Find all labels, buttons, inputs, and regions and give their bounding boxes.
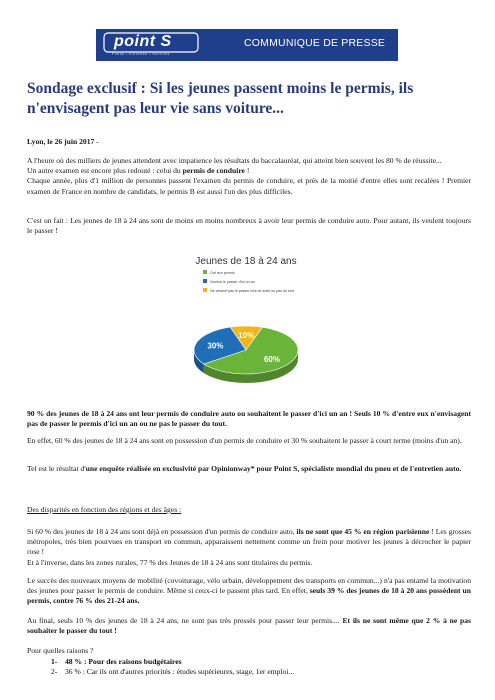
pie-slice-label: 10%	[238, 331, 255, 341]
legend-swatch	[203, 279, 207, 283]
intro-line-2-bold: permis de conduire	[182, 166, 245, 176]
key-finding-paragraph: 90 % des jeunes de 18 à 24 ans ont leur permis de conduire auto ou souhaitent le passer d'ici un an ! Seuls 10 % d'entre eux n'envisagent pas de passer le permis d'ici un an ou ne pas le passer du tout.	[27, 409, 471, 429]
fact-paragraph: C'est un fait : Les jeunes de 18 à 24 ans sont de moins en moins nombreux à avoir leur permis de conduire auto. Pour autant, ils veulent toujours le passer !	[27, 216, 471, 236]
details-paragraph: En effet, 60 % des jeunes de 18 à 24 ans sont en possession d'un permis de conduire et 30 % souhaitent le passer à court terme (moins d'un an).	[27, 436, 462, 445]
logo-name: point S	[114, 33, 172, 50]
regions-bold: ils ne sont que 45 % en région parisienne	[296, 527, 430, 536]
pie-chart-svg	[176, 252, 316, 392]
mobility-bold: seuls 39 % des jeunes de 18 à 20 ans possèdent un permis, contre 76 % des 21-24 ans.	[27, 586, 471, 606]
press-release-banner	[96, 29, 398, 61]
pie-chart	[176, 252, 316, 392]
legend-swatch	[203, 270, 207, 274]
banner-title: COMMUNIQUE DE PRESSE	[244, 37, 386, 49]
point-s-logo	[102, 32, 202, 58]
headline: Sondage exclusif : Si les jeunes passent moins le permis, ils n'envisagent pas leur vie sans voiture...	[27, 80, 414, 117]
pie-slice-label: 60%	[263, 354, 280, 364]
source-paragraph	[27, 464, 471, 474]
legend-label: Veulent le passer d'ici un an	[210, 280, 255, 284]
section-heading: Des disparités en fonction des régions et des âges :	[27, 505, 182, 514]
final-paragraph	[27, 616, 471, 636]
final-start: Au final, seuls 10 % des jeunes de 18 à 24 ans, ne sont pas très pressés pour passer leur permis....	[27, 616, 343, 625]
regions-end: ! Les grosses métropoles, très bien pourvues en transport en commun, apparaissent nettement comme un frein pour motiver les jeunes à décrocher le papier rose !	[27, 527, 471, 557]
regions-line-2: Et à l'inverse, dans les zones rurales, 77 % des Jeunes de 18 à 24 ans sont titulaires du permis.	[27, 557, 313, 567]
legend-swatch	[203, 288, 207, 292]
source-start: Tel est le résultat d'	[27, 464, 86, 473]
intro-line-1: A l'heure où des milliers de jeunes attendent avec impatience les résultats du baccalauréat, qui atteint bien souvent les 80 % de réussite...	[27, 156, 442, 165]
regions-paragraph	[27, 527, 471, 568]
list-item-number: 1-	[51, 657, 58, 666]
regions-start: Si 60 % des jeunes de 18 à 24 ans sont déjà en possession d'un permis de conduire auto,	[27, 527, 297, 536]
list-item-number: 2-	[51, 667, 58, 677]
list-item-text: 36 % : Car ils ont d'autres priorités : études supérieures, stage, 1er emploi...	[65, 667, 295, 677]
legend-label: Ont leur permis	[210, 271, 235, 275]
reasons-label: Pour quelles raisons ?	[27, 646, 94, 655]
intro-line-3: Chaque année, plus d'1 million de personnes passent l'examen du permis de conduire, et près de la moitié d'entre elles sont recalées ! Premier examen de France en nombre de candidats, le permis B est aussi l'un des plus difficiles.	[27, 176, 471, 196]
intro-paragraph	[27, 156, 471, 197]
mobility-paragraph	[27, 576, 471, 607]
reasons-list	[51, 657, 471, 677]
logo-tagline: Pneus • Entretien • Services	[112, 52, 170, 56]
list-item	[51, 667, 471, 677]
list-item	[51, 657, 471, 667]
pie-slice-label: 30%	[207, 341, 224, 351]
intro-line-2-start: Un autre examen est encore plus redouté : celui du	[27, 166, 183, 176]
chart-title: Jeunes de 18 à 24 ans	[195, 256, 297, 267]
mobility-start: Le succès des nouveaux moyens de mobilité (covoiturage, vélo urbain, développement des transports en commun...) n'a pas entamé la motivation des jeunes pour passer le permis de conduire. Même si ceux-ci le passent plus tard. En effet,	[27, 576, 471, 596]
intro-line-2-end: !	[244, 166, 250, 176]
list-item-text: 48 % : Pour des raisons budgétaires	[65, 657, 182, 666]
dateline: Lyon, le 26 juin 2017 -	[27, 137, 99, 146]
legend-label: Ne veulent pas le passer tout de suite ou pas du tout	[210, 289, 294, 293]
final-bold: Et ils ne sont même que 2 % à ne pas souhaiter le passer du tout !	[27, 616, 471, 636]
source-bold: une enquête réalisée en exclusivité par Opinionway* pour Point S, spécialiste mondial du pneu et de l'entretien auto.	[85, 464, 462, 473]
